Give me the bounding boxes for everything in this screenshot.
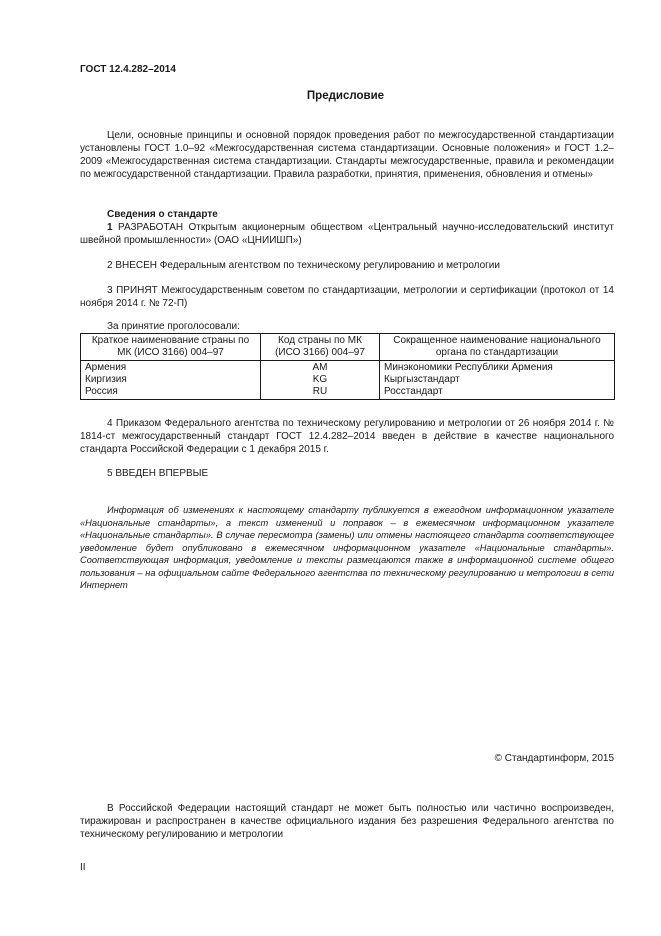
info-item-1-text: РАЗРАБОТАН Открытым акционерным обществом «Центральный научно-исследовательский институт швейной промышленности» (ОАО «ЦНИИШП») [80, 222, 615, 246]
table-cell-country: Россия [81, 386, 261, 400]
info-item-1 [80, 221, 614, 247]
copyright: © Стандартинформ, 2015 [494, 753, 614, 764]
table-cell-country: Киргизия [81, 374, 261, 386]
table-cell-code: KG [261, 374, 380, 386]
voted-label: За принятие проголосовали: [107, 321, 240, 332]
table-cell-body: Кыргызстандарт [380, 374, 615, 386]
table-header-row [81, 334, 615, 361]
page-title: Предисловие [306, 90, 385, 102]
intro-paragraph: Цели, основные принципы и основной порядок проведения работ по межгосударственной стандартизации установлены ГОСТ 1.0–92 «Межгосударственная система стандартизации. Основные положения» и ГОСТ 1.2–2009 «Межгосударственная система стандартизации. Стандарты межгосударственные, правила и рекомендации по межгосударственной стандартизации. Правила разработки, принятия, применения, обновления и отмены» [80, 130, 614, 180]
page-number: II [80, 862, 86, 873]
rights-paragraph: В Российской Федерации настоящий стандарт не может быть полностью или частично воспроизведен, тиражирован и распространен в качестве официального издания без разрешения Федерального агентства по техническому регулированию и метрологии [80, 803, 614, 840]
table-header-code: Код страны по МК (ИСО 3166) 004–97 [261, 334, 380, 361]
info-item-4: 4 Приказом Федерального агентства по техническому регулированию и метрологии от 26 ноября 2014 г. № 1814-ст межгосударственный стандарт ГОСТ 12.4.282–2014 введен в действие в качестве национального стандарта Российской Федерации с 1 декабря 2015 г. [80, 418, 614, 455]
table-row [81, 374, 615, 386]
voting-table [80, 333, 615, 400]
info-item-2: 2 ВНЕСЕН Федеральным агентством по техническому регулированию и метрологии [107, 260, 500, 271]
table-row [81, 386, 615, 400]
info-item-5: 5 ВВЕДЕН ВПЕРВЫЕ [107, 468, 209, 479]
info-item-1-number: 1 [107, 222, 113, 233]
table-header-country: Краткое наименование страны по МК (ИСО 3166) 004–97 [81, 334, 261, 361]
table-cell-body: Росстандарт [380, 386, 615, 400]
info-item-3: 3 ПРИНЯТ Межгосударственным советом по стандартизации, метрологии и сертификации (протокол от 14 ноября 2014 г. № 72-П) [80, 285, 614, 309]
table-cell-body: Минэкономики Республики Армения [380, 361, 615, 375]
notice-paragraph: Информация об изменениях к настоящему стандарту публикуется в ежегодном информационном указателе «Национальные стандарты», а текст изменений и поправок – в ежемесячном информационном указателе «Национальные стандарты». В случае пересмотра (замены) или отмены настоящего стандарта соответствующее уведомление будет опубликовано в ежемесячном информационном указателе «Национальные стандарты». Соответствующая информация, уведомление и тексты размещаются также в информационной системе общего пользования – на официальном сайте Федерального агентства по техническому регулированию и метрологии в сети Интернет [80, 505, 614, 590]
info-heading: Сведения о стандарте [107, 209, 218, 220]
table-cell-code: AM [261, 361, 380, 375]
table-cell-country: Армения [81, 361, 261, 375]
standard-id: ГОСТ 12.4.282–2014 [80, 64, 176, 75]
table-header-body: Сокращенное наименование национального органа по стандартизации [380, 334, 615, 361]
table-row [81, 361, 615, 375]
table-cell-code: RU [261, 386, 380, 400]
